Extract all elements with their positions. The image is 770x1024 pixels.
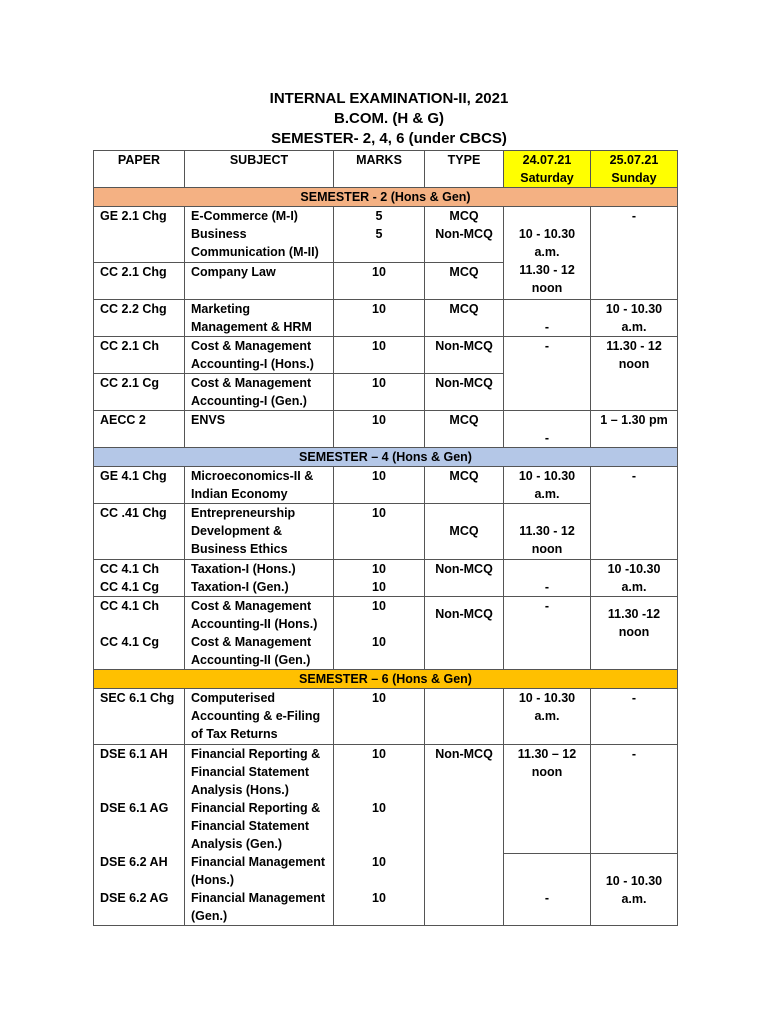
- semester-2-banner: [94, 188, 678, 207]
- time-slot: 10 - 10.30 a.m.: [518, 227, 576, 259]
- type-value: MCQ: [425, 411, 504, 448]
- subject-cell: [185, 207, 334, 263]
- semester-6-banner: [94, 670, 678, 689]
- marks-value: 10: [334, 300, 425, 337]
- subject-name: Financial Management (Gen.): [185, 889, 334, 926]
- header-date-2: [591, 151, 678, 188]
- subject-name: Financial Reporting & Financial Statement Analysis (Gen.): [185, 799, 334, 853]
- title-line-2: B.COM. (H & G): [334, 110, 444, 127]
- marks-cell: [334, 207, 425, 263]
- paper-code: CC 4.1 Ch: [94, 597, 185, 634]
- paper-code: DSE 6.1 AG: [94, 799, 185, 853]
- slot-25-07: -: [591, 689, 678, 745]
- subject-name: Microeconomics-II & Indian Economy: [185, 467, 334, 504]
- type-cell: [425, 207, 504, 263]
- slot-25-07: 1 – 1.30 pm: [591, 411, 678, 448]
- marks-value: 10: [334, 689, 425, 745]
- type-value: Non-MCQ: [425, 597, 504, 670]
- marks-value: 10: [334, 504, 425, 560]
- header-date-1: [504, 151, 591, 188]
- slot-24-07: -: [504, 560, 591, 597]
- semester-2-label: SEMESTER - 2 (Hons & Gen): [94, 188, 678, 207]
- table-row: [94, 467, 678, 504]
- paper-code: DSE 6.2 AG: [94, 889, 185, 926]
- type-empty: [425, 689, 504, 745]
- paper-code: CC 4.1 Ch: [94, 560, 185, 579]
- type-value: MCQ: [449, 209, 479, 223]
- slot-25-07: -: [591, 467, 678, 560]
- slot-24-07: -: [504, 853, 591, 926]
- type-value: MCQ: [425, 263, 504, 300]
- marks-value: 10: [334, 374, 425, 411]
- marks-value: 5: [375, 227, 383, 241]
- subject-name: Company Law: [185, 263, 334, 300]
- semester-4-banner: [94, 448, 678, 467]
- paper-code: AECC 2: [94, 411, 185, 448]
- header-subject: SUBJECT: [185, 151, 334, 188]
- marks-value: 10: [334, 411, 425, 448]
- title-line-3: SEMESTER- 2, 4, 6 (under CBCS): [271, 130, 507, 147]
- paper-code: SEC 6.1 Chg: [94, 689, 185, 745]
- slot-24-07: -: [504, 337, 591, 411]
- subject-name: Cost & Management Accounting-I (Gen.): [185, 374, 334, 411]
- type-value: MCQ: [425, 300, 504, 337]
- slot-24-07: -: [504, 300, 591, 337]
- paper-code: CC 4.1 Cg: [94, 633, 185, 670]
- table-header-row: [94, 151, 678, 188]
- paper-code: GE 2.1 Chg: [94, 207, 185, 263]
- subject-name: ENVS: [185, 411, 334, 448]
- table-row: [94, 745, 678, 800]
- slot-25-07: 10 - 10.30 a.m.: [591, 853, 678, 926]
- marks-value: 5: [375, 209, 383, 223]
- header-marks: MARKS: [334, 151, 425, 188]
- marks-value: 10: [334, 578, 425, 597]
- header-date-1-day: Saturday: [520, 171, 574, 185]
- slot-25-07: 11.30 - 12 noon: [591, 337, 678, 411]
- slot-24-07: 10 - 10.30 a.m.: [504, 467, 591, 504]
- marks-value: 10: [334, 799, 425, 853]
- subject-name: Computerised Accounting & e-Filing of Tax Returns: [185, 689, 334, 745]
- slot-25-07: 10 - 10.30 a.m.: [591, 300, 678, 337]
- table-row: [94, 337, 678, 374]
- slot-24-07: -: [504, 597, 591, 670]
- table-row: [94, 597, 678, 634]
- marks-value: 10: [334, 633, 425, 670]
- subject-name: Financial Management (Hons.): [185, 853, 334, 889]
- paper-code: CC 2.2 Chg: [94, 300, 185, 337]
- marks-value: 10: [334, 263, 425, 300]
- header-date-2-date: 25.07.21: [609, 153, 659, 167]
- paper-code: CC 2.1 Cg: [94, 374, 185, 411]
- marks-value: 10: [334, 337, 425, 374]
- subject-name: Taxation-I (Hons.): [185, 560, 334, 579]
- slot-24-07: 10 - 10.30 a.m.: [504, 689, 591, 745]
- table-row: [94, 853, 678, 889]
- type-value: MCQ: [425, 467, 504, 504]
- paper-code: GE 4.1 Chg: [94, 467, 185, 504]
- table-row: [94, 411, 678, 448]
- type-value: Non-MCQ: [425, 374, 504, 411]
- type-value: Non-MCQ: [435, 227, 493, 241]
- header-paper: PAPER: [94, 151, 185, 188]
- table-row: [94, 300, 678, 337]
- slot-24-07: -: [504, 411, 591, 448]
- subject-name: Entrepreneurship Development & Business Ethics: [185, 504, 334, 560]
- subject-name: Financial Reporting & Financial Statement Analysis (Hons.): [185, 745, 334, 800]
- document-title: [0, 89, 770, 149]
- type-value: MCQ: [425, 504, 504, 560]
- header-type: TYPE: [425, 151, 504, 188]
- slot-24-07: 11.30 – 12 noon: [504, 745, 591, 854]
- subject-name: Business Communication (M-II): [191, 227, 319, 259]
- marks-value: 10: [334, 467, 425, 504]
- paper-code: DSE 6.1 AH: [94, 745, 185, 800]
- type-value: Non-MCQ: [425, 745, 504, 926]
- subject-name: E-Commerce (M-I): [191, 209, 298, 223]
- marks-value: 10: [334, 889, 425, 926]
- marks-value: 10: [334, 597, 425, 634]
- marks-value: 10: [334, 745, 425, 800]
- semester-4-label: SEMESTER – 4 (Hons & Gen): [94, 448, 678, 467]
- slot-25-07: 11.30 -12 noon: [591, 597, 678, 670]
- table-row: [94, 504, 678, 560]
- title-line-1: INTERNAL EXAMINATION-II, 2021: [269, 90, 509, 107]
- exam-schedule-table: [93, 150, 678, 926]
- subject-name: Cost & Management Accounting-II (Hons.): [185, 597, 334, 634]
- paper-code: CC .41 Chg: [94, 504, 185, 560]
- header-date-2-day: Sunday: [611, 171, 657, 185]
- slot-25-07: -: [591, 207, 678, 300]
- table-row: [94, 207, 678, 263]
- table-row: [94, 560, 678, 579]
- paper-code: CC 2.1 Ch: [94, 337, 185, 374]
- header-date-1-date: 24.07.21: [522, 153, 572, 167]
- marks-value: 10: [334, 560, 425, 579]
- table-row: [94, 689, 678, 745]
- semester-6-label: SEMESTER – 6 (Hons & Gen): [94, 670, 678, 689]
- slot-24-07: 11.30 - 12 noon: [504, 504, 591, 560]
- paper-code: CC 4.1 Cg: [94, 578, 185, 597]
- slot-25-07: 10 -10.30 a.m.: [591, 560, 678, 597]
- slot-24-07: [504, 207, 591, 300]
- paper-code: CC 2.1 Chg: [94, 263, 185, 300]
- subject-name: Cost & Management Accounting-II (Gen.): [185, 633, 334, 670]
- subject-name: Cost & Management Accounting-I (Hons.): [185, 337, 334, 374]
- type-value: Non-MCQ: [425, 337, 504, 374]
- subject-name: Taxation-I (Gen.): [185, 578, 334, 597]
- type-value: Non-MCQ: [425, 560, 504, 597]
- time-slot: 11.30 - 12 noon: [519, 263, 575, 295]
- subject-name: Marketing Management & HRM: [185, 300, 334, 337]
- paper-code: DSE 6.2 AH: [94, 853, 185, 889]
- marks-value: 10: [334, 853, 425, 889]
- slot-25-07: -: [591, 745, 678, 854]
